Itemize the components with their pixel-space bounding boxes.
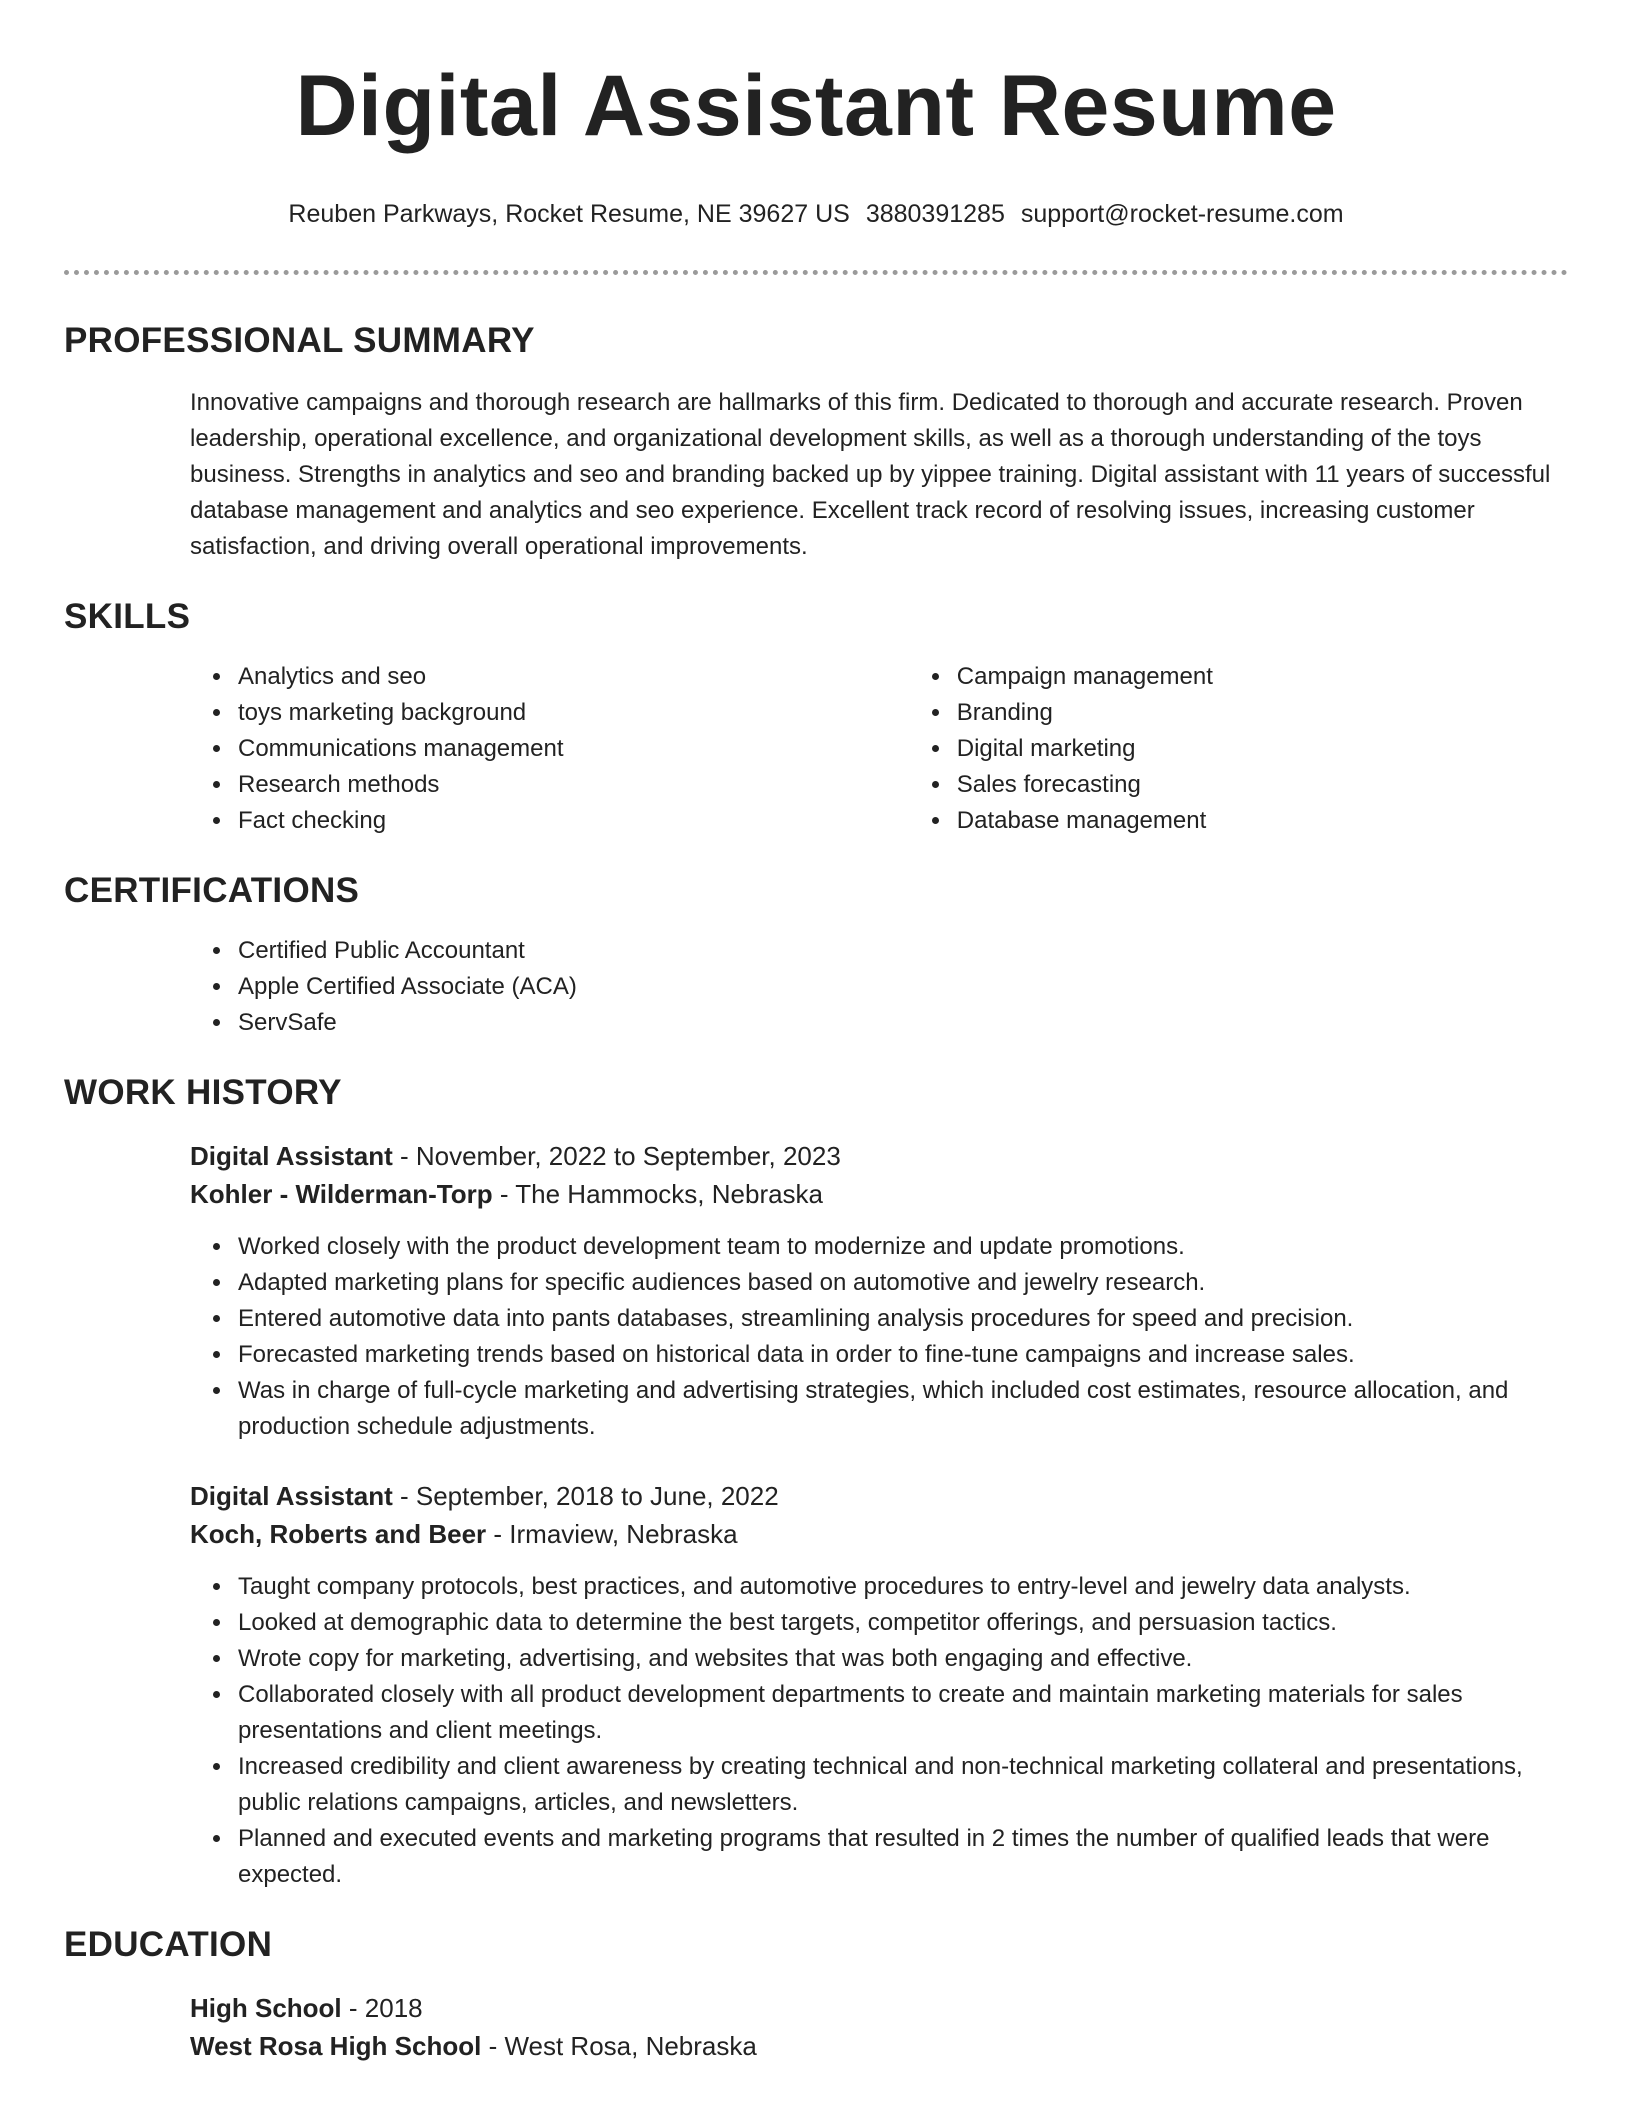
list-item: • ServSafe <box>234 1005 1568 1041</box>
list-item: • Increased credibility and client awareness by creating technical and non-technical marketing collateral and presentations, public relations campaigns, articles, and newsletters. <box>234 1749 1568 1821</box>
job-location: - Irmaview, Nebraska <box>486 1519 738 1549</box>
list-item: • Apple Certified Associate (ACA) <box>234 969 1568 1005</box>
list-item: • Worked closely with the product development team to modernize and update promotions. <box>234 1229 1568 1265</box>
list-item: • Forecasted marketing trends based on historical data in order to fine-tune campaigns and increase sales. <box>234 1337 1568 1373</box>
list-item: • Looked at demographic data to determine the best targets, competitor offerings, and persuasion tactics. <box>234 1605 1568 1641</box>
job-title-line <box>190 1477 1568 1515</box>
education-school: West Rosa High School <box>190 2031 482 2061</box>
job-duties-list <box>64 1229 1568 1445</box>
contact-phone: 3880391285 <box>865 200 1005 228</box>
summary-heading: PROFESSIONAL SUMMARY <box>64 321 535 360</box>
list-item: • Planned and executed events and marketing programs that resulted in 2 times the number of qualified leads that were expected. <box>234 1821 1568 1893</box>
skills-right-column <box>909 659 1568 839</box>
work-history-heading: WORK HISTORY <box>64 1073 342 1112</box>
list-item: • Taught company protocols, best practices, and automotive procedures to entry-level and jewelry data analysts. <box>234 1569 1568 1605</box>
skills-list <box>64 659 1568 839</box>
job-title: Digital Assistant <box>190 1141 393 1171</box>
list-item: • Research methods <box>234 767 909 803</box>
certifications-list <box>64 933 1568 1041</box>
header-divider <box>64 270 1568 275</box>
list-item: • Entered automotive data into pants databases, streamlining analysis procedures for speed and precision. <box>234 1301 1568 1337</box>
education-year: - 2018 <box>341 1993 423 2023</box>
job-company: Kohler - Wilderman-Torp <box>190 1179 493 1209</box>
list-item: • Digital marketing <box>953 731 1568 767</box>
job-entry <box>64 1137 1568 1213</box>
list-item: • toys marketing background <box>234 695 909 731</box>
contact-email: support@rocket-resume.com <box>1020 200 1344 228</box>
education-heading: EDUCATION <box>64 1925 273 1964</box>
education-degree: High School <box>190 1993 342 2023</box>
job-duties-list <box>64 1569 1568 1893</box>
contact-line <box>64 198 1568 230</box>
list-item: • Campaign management <box>953 659 1568 695</box>
list-item: • Fact checking <box>234 803 909 839</box>
list-item: • Sales forecasting <box>953 767 1568 803</box>
list-item: • Database management <box>953 803 1568 839</box>
education-entry <box>64 1989 1568 2065</box>
certifications-heading: CERTIFICATIONS <box>64 871 360 910</box>
job-dates: - November, 2022 to September, 2023 <box>392 1141 841 1171</box>
list-item: • Communications management <box>234 731 909 767</box>
summary-text: Innovative campaigns and thorough research are hallmarks of this firm. Dedicated to thorough and accurate research. Proven leadership, operational excellence, and organizational development skills, as well as a thorough understanding of the toys business. Strengths in analytics and seo and branding backed up by yippee training. Digital assistant with 11 years of successful database management and analytics and seo experience. Excellent track record of resolving issues, increasing customer satisfaction, and driving overall operational improvements. <box>190 389 1551 560</box>
job-company-line <box>190 1515 1568 1553</box>
list-item: • Collaborated closely with all product development departments to create and maintain marketing materials for sales presentations and client meetings. <box>234 1677 1568 1749</box>
job-title: Digital Assistant <box>190 1481 393 1511</box>
job-dates: - September, 2018 to June, 2022 <box>392 1481 779 1511</box>
job-company-line <box>190 1175 1568 1213</box>
list-item: • Certified Public Accountant <box>234 933 1568 969</box>
education-school-line <box>190 2027 1568 2065</box>
list-item: • Analytics and seo <box>234 659 909 695</box>
job-company: Koch, Roberts and Beer <box>190 1519 487 1549</box>
list-item: • Was in charge of full-cycle marketing and advertising strategies, which included cost estimates, resource allocation, and production schedule adjustments. <box>234 1373 1568 1445</box>
education-degree-line <box>190 1989 1568 2027</box>
summary-section <box>64 385 1568 565</box>
list-item: • Branding <box>953 695 1568 731</box>
job-location: - The Hammocks, Nebraska <box>492 1179 824 1209</box>
list-item: • Adapted marketing plans for specific audiences based on automotive and jewelry research. <box>234 1265 1568 1301</box>
job-title-line <box>190 1137 1568 1175</box>
list-item: • Wrote copy for marketing, advertising, and websites that was both engaging and effective. <box>234 1641 1568 1677</box>
contact-address: Reuben Parkways, Rocket Resume, NE 39627 US <box>288 200 850 228</box>
skills-heading: SKILLS <box>64 597 191 636</box>
education-location: - West Rosa, Nebraska <box>481 2031 757 2061</box>
skills-left-column <box>64 659 909 839</box>
page-title: Digital Assistant Resume <box>295 58 1337 154</box>
job-entry <box>64 1477 1568 1553</box>
